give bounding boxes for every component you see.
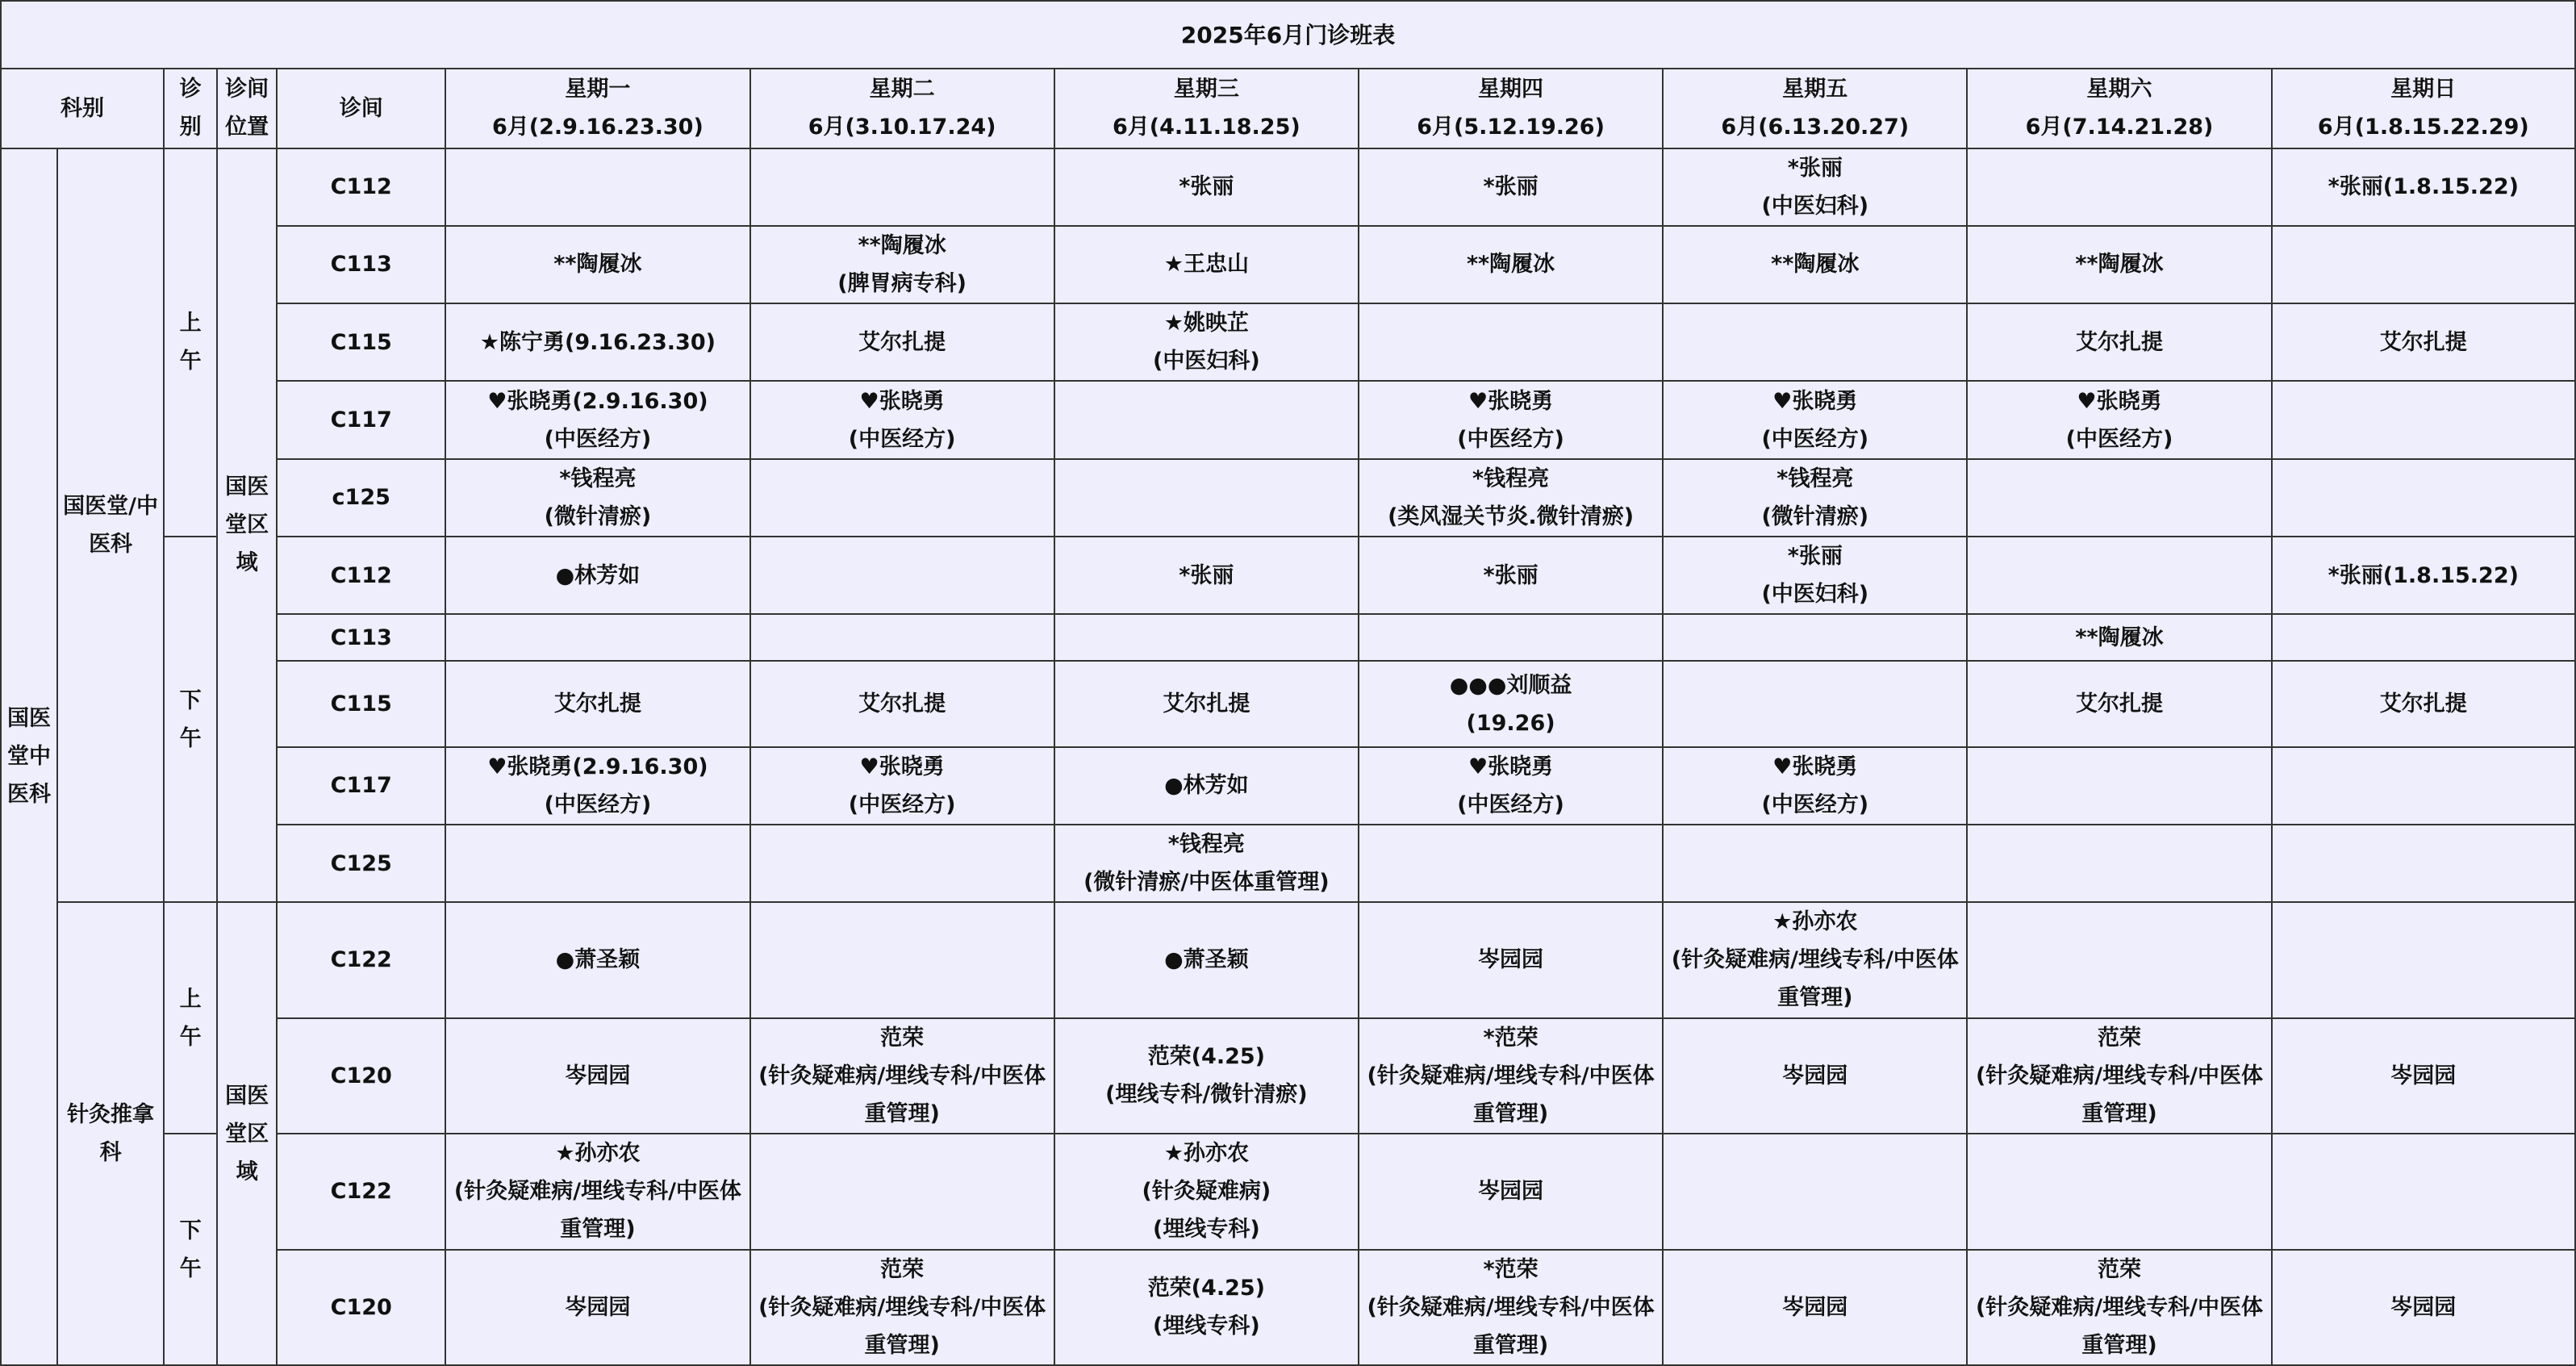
header-day-mon <box>445 69 749 148</box>
schedule-row <box>1 1018 2575 1134</box>
schedule-row <box>1 902 2575 1017</box>
doctor-cell <box>1967 459 2271 537</box>
doctor-cell: **陶履冰 <box>1663 226 1967 303</box>
doctor-cell <box>1663 303 1967 381</box>
header-slot: 诊别 <box>164 69 217 148</box>
schedule-row <box>1 1134 2575 1249</box>
doctor-cell <box>1967 537 2271 614</box>
schedule-row <box>1 661 2575 746</box>
department-group-label: 国医堂中医科 <box>1 148 57 1365</box>
doctor-cell: ★孙亦农 (针灸疑难病) (埋线专科) <box>1054 1134 1359 1249</box>
schedule-row <box>1 614 2575 661</box>
doctor-cell: *张丽 <box>1054 537 1359 614</box>
room-label: C122 <box>277 1134 445 1249</box>
doctor-cell <box>750 1134 1054 1249</box>
doctor-cell: *范荣 (针灸疑难病/埋线专科/中医体重管理) <box>1359 1250 1663 1365</box>
session-label: 下午 <box>164 1134 217 1365</box>
doctor-cell <box>750 614 1054 661</box>
day-name: 星期五 <box>1782 77 1848 102</box>
doctor-cell: ♥张晓勇(2.9.16.30) (中医经方) <box>445 747 749 825</box>
room-label: C117 <box>277 747 445 825</box>
doctor-cell: *张丽 (中医妇科) <box>1663 537 1967 614</box>
doctor-cell: 范荣 (针灸疑难病/埋线专科/中医体重管理) <box>1967 1250 2271 1365</box>
day-dates: 6月(3.10.17.24) <box>808 115 996 140</box>
doctor-cell: 艾尔扎提 <box>445 661 749 746</box>
room-label: C122 <box>277 902 445 1017</box>
room-label: C112 <box>277 148 445 226</box>
doctor-cell: *张丽 (中医妇科) <box>1663 148 1967 226</box>
day-name: 星期二 <box>869 77 935 102</box>
location-label: 国医堂区域 <box>217 902 277 1365</box>
schedule-row <box>1 459 2575 537</box>
doctor-cell <box>2272 381 2575 458</box>
doctor-cell <box>1359 303 1663 381</box>
doctor-cell: **陶履冰 <box>445 226 749 303</box>
day-dates: 6月(4.11.18.25) <box>1112 115 1301 140</box>
room-label: C120 <box>277 1018 445 1134</box>
room-label: C120 <box>277 1250 445 1365</box>
doctor-cell: 范荣 (针灸疑难病/埋线专科/中医体重管理) <box>1967 1018 2271 1134</box>
header-room: 诊间 <box>277 69 445 148</box>
doctor-cell <box>750 537 1054 614</box>
doctor-cell <box>445 825 749 902</box>
doctor-cell: 岑园园 <box>1663 1250 1967 1365</box>
doctor-cell: 范荣 (针灸疑难病/埋线专科/中医体重管理) <box>750 1018 1054 1134</box>
doctor-cell <box>2272 902 2575 1017</box>
doctor-cell: *张丽 <box>1359 537 1663 614</box>
doctor-cell <box>1663 825 1967 902</box>
doctor-cell: 艾尔扎提 <box>1967 661 2271 746</box>
doctor-cell: ♥张晓勇 (中医经方) <box>1663 747 1967 825</box>
room-label: C112 <box>277 537 445 614</box>
doctor-cell <box>2272 614 2575 661</box>
room-label: C113 <box>277 614 445 661</box>
header-department: 科别 <box>1 69 164 148</box>
doctor-cell: **陶履冰 (脾胃病专科) <box>750 226 1054 303</box>
header-row <box>1 69 2575 148</box>
doctor-cell <box>2272 825 2575 902</box>
doctor-cell <box>445 614 749 661</box>
doctor-cell <box>1967 148 2271 226</box>
doctor-cell: ●林芳如 <box>1054 747 1359 825</box>
room-label: C115 <box>277 661 445 746</box>
schedule-row <box>1 381 2575 458</box>
doctor-cell: *钱程亮 (微针清瘀) <box>445 459 749 537</box>
schedule-row <box>1 747 2575 825</box>
doctor-cell: ♥张晓勇 (中医经方) <box>750 381 1054 458</box>
header-day-sat <box>1967 69 2271 148</box>
header-day-tue <box>750 69 1054 148</box>
doctor-cell: ●●●刘顺益 (19.26) <box>1359 661 1663 746</box>
doctor-cell <box>1967 747 2271 825</box>
header-day-wed <box>1054 69 1359 148</box>
day-dates: 6月(5.12.19.26) <box>1417 115 1605 140</box>
doctor-cell: 艾尔扎提 <box>1967 303 2271 381</box>
doctor-cell <box>1967 1134 2271 1249</box>
doctor-cell: 岑园园 <box>445 1250 749 1365</box>
doctor-cell: 岑园园 <box>1359 902 1663 1017</box>
doctor-cell: *范荣 (针灸疑难病/埋线专科/中医体重管理) <box>1359 1018 1663 1134</box>
schedule-row <box>1 537 2575 614</box>
doctor-cell <box>1967 825 2271 902</box>
day-name: 星期一 <box>565 77 631 102</box>
schedule-row <box>1 825 2575 902</box>
title-row <box>1 1 2575 69</box>
day-dates: 6月(6.13.20.27) <box>1721 115 1910 140</box>
doctor-cell: 岑园园 <box>1359 1134 1663 1249</box>
doctor-cell: 艾尔扎提 <box>2272 303 2575 381</box>
doctor-cell: *钱程亮 (类风湿关节炎.微针清瘀) <box>1359 459 1663 537</box>
doctor-cell: 艾尔扎提 <box>2272 661 2575 746</box>
doctor-cell: *钱程亮 (微针清瘀/中医体重管理) <box>1054 825 1359 902</box>
doctor-cell <box>1967 902 2271 1017</box>
doctor-cell <box>1359 825 1663 902</box>
session-label: 上午 <box>164 902 217 1134</box>
room-label: C125 <box>277 825 445 902</box>
doctor-cell: **陶履冰 <box>1359 226 1663 303</box>
doctor-cell <box>1663 661 1967 746</box>
schedule-row <box>1 303 2575 381</box>
schedule-row <box>1 1250 2575 1365</box>
doctor-cell: **陶履冰 <box>1967 614 2271 661</box>
doctor-cell: ♥张晓勇 (中医经方) <box>750 747 1054 825</box>
doctor-cell: *张丽(1.8.15.22) <box>2272 148 2575 226</box>
doctor-cell: *钱程亮 (微针清瘀) <box>1663 459 1967 537</box>
doctor-cell <box>750 148 1054 226</box>
doctor-cell <box>1054 614 1359 661</box>
doctor-cell: ★王忠山 <box>1054 226 1359 303</box>
header-day-sun <box>2272 69 2575 148</box>
room-label: C115 <box>277 303 445 381</box>
doctor-cell: *张丽 <box>1359 148 1663 226</box>
doctor-cell: 范荣(4.25) (埋线专科/微针清瘀) <box>1054 1018 1359 1134</box>
day-dates: 6月(2.9.16.23.30) <box>492 115 703 140</box>
doctor-cell: ♥张晓勇 (中医经方) <box>1663 381 1967 458</box>
room-label: C117 <box>277 381 445 458</box>
day-name: 星期日 <box>2390 77 2457 102</box>
doctor-cell <box>2272 747 2575 825</box>
doctor-cell: *张丽 <box>1054 148 1359 226</box>
doctor-cell: ●萧圣颖 <box>1054 902 1359 1017</box>
doctor-cell: **陶履冰 <box>1967 226 2271 303</box>
doctor-cell: ♥张晓勇 (中医经方) <box>1967 381 2271 458</box>
doctor-cell: ●林芳如 <box>445 537 749 614</box>
doctor-cell: 岑园园 <box>1663 1018 1967 1134</box>
doctor-cell: ★姚映芷 (中医妇科) <box>1054 303 1359 381</box>
day-dates: 6月(7.14.21.28) <box>2025 115 2214 140</box>
doctor-cell: 艾尔扎提 <box>750 303 1054 381</box>
doctor-cell: ♥张晓勇 (中医经方) <box>1359 747 1663 825</box>
doctor-cell <box>1663 1134 1967 1249</box>
day-name: 星期四 <box>1478 77 1544 102</box>
session-label: 上午 <box>164 148 217 537</box>
department-label: 国医堂/中医科 <box>57 148 164 903</box>
page-title: 2025年6月门诊班表 <box>1 1 2575 69</box>
session-label: 下午 <box>164 537 217 902</box>
doctor-cell <box>1663 614 1967 661</box>
doctor-cell: 范荣(4.25) (埋线专科) <box>1054 1250 1359 1365</box>
doctor-cell <box>750 902 1054 1017</box>
doctor-cell: 岑园园 <box>2272 1018 2575 1134</box>
doctor-cell: 岑园园 <box>445 1018 749 1134</box>
room-label: c125 <box>277 459 445 537</box>
doctor-cell <box>750 825 1054 902</box>
schedule-row <box>1 148 2575 226</box>
day-name: 星期六 <box>2086 77 2152 102</box>
doctor-cell <box>1054 381 1359 458</box>
header-location: 诊间位置 <box>217 69 277 148</box>
doctor-cell: ♥张晓勇(2.9.16.30) (中医经方) <box>445 381 749 458</box>
doctor-cell <box>1054 459 1359 537</box>
doctor-cell: *张丽(1.8.15.22) <box>2272 537 2575 614</box>
doctor-cell: ●萧圣颖 <box>445 902 749 1017</box>
schedule-row <box>1 226 2575 303</box>
doctor-cell: ♥张晓勇 (中医经方) <box>1359 381 1663 458</box>
doctor-cell: ★陈宁勇(9.16.23.30) <box>445 303 749 381</box>
doctor-cell <box>445 148 749 226</box>
doctor-cell: 艾尔扎提 <box>750 661 1054 746</box>
doctor-cell: 艾尔扎提 <box>1054 661 1359 746</box>
doctor-cell <box>2272 226 2575 303</box>
doctor-cell: ★孙亦农 (针灸疑难病/埋线专科/中医体重管理) <box>1663 902 1967 1017</box>
doctor-cell: 范荣 (针灸疑难病/埋线专科/中医体重管理) <box>750 1250 1054 1365</box>
day-dates: 6月(1.8.15.22.29) <box>2317 115 2529 140</box>
doctor-cell: 岑园园 <box>2272 1250 2575 1365</box>
doctor-cell: ★孙亦农 (针灸疑难病/埋线专科/中医体重管理) <box>445 1134 749 1249</box>
room-label: C113 <box>277 226 445 303</box>
doctor-cell <box>2272 1134 2575 1249</box>
department-label: 针灸推拿科 <box>57 902 164 1365</box>
header-day-thu <box>1359 69 1663 148</box>
doctor-cell <box>750 459 1054 537</box>
header-day-fri <box>1663 69 1967 148</box>
doctor-cell <box>1359 614 1663 661</box>
day-name: 星期三 <box>1173 77 1239 102</box>
doctor-cell <box>2272 459 2575 537</box>
location-label: 国医堂区域 <box>217 148 277 903</box>
